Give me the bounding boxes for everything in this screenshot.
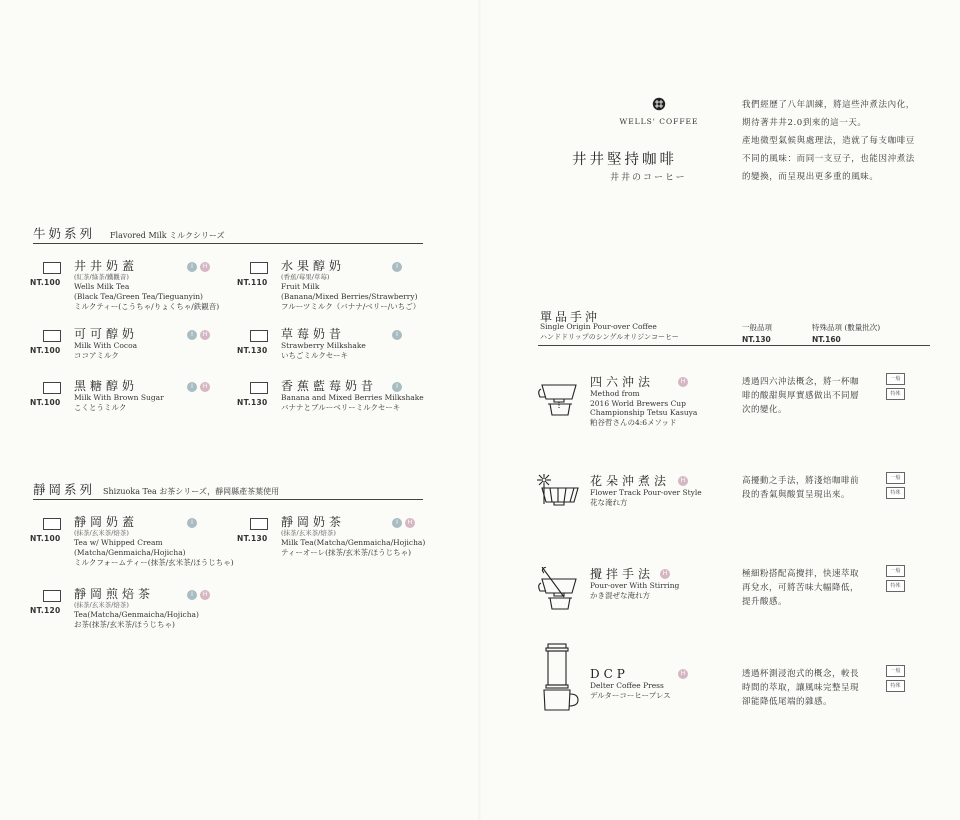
iced-badge: I [187,590,197,600]
description-line: 再兌水，可將苦味大幅降低， [742,583,860,593]
item-price: NT.130 [237,346,268,355]
item-japanese-name: バナナとブルーベリーミルクセーキ [281,403,401,412]
description-line: 卻能降低尾端的雜感。 [742,697,833,707]
order-checkbox[interactable] [43,382,61,394]
intro-line: 的變換，而呈現出更多重的風味。 [742,172,879,182]
description-line: 段的香氣與酸質呈現出來。 [742,490,851,500]
item-options: (抹茶/玄米茶/焙茶) [74,601,129,609]
intro-line: 產地微型氣候與處理法，造就了每支咖啡豆 [742,136,915,146]
description-line: 透過杯測浸泡式的概念，較長 [742,669,860,679]
order-checkbox[interactable] [250,262,268,274]
hot-badge: H [678,476,688,486]
hot-badge: H [200,590,210,600]
pourover-title-english: Single Origin Pour-over Coffee [540,322,657,331]
item-english-name: Strawberry Milkshake [281,341,366,350]
milk-section-subtitle: Flavored Milk ミルクシリーズ [110,231,225,240]
description-line: 啡的酸甜與厚實感做出不同層 [742,391,860,401]
right-page [480,0,960,820]
method-english: Method from [590,389,640,398]
method-description [742,667,892,709]
description-line: 時間的萃取，讓風味完整呈現 [742,683,860,693]
hot-badge: H [200,262,210,272]
description-line: 高擾動之手法，將淺焙咖啡前 [742,476,860,486]
regular-checkbox[interactable]: 一般 [886,565,905,577]
item-name: 靜岡奶茶 [281,515,346,529]
item-options: (紅茶/綠茶/鐵觀音) [74,273,129,281]
hot-badge: H [678,377,688,387]
special-checkbox[interactable]: 特殊 [886,680,905,692]
iced-badge: I [187,382,197,392]
hot-badge: H [678,669,688,679]
item-english-name: Milk With Brown Sugar [74,393,164,402]
description-line: 極細粉搭配高攪拌，快速萃取 [742,569,860,579]
item-name: 可可醇奶 [74,327,139,341]
method-japanese: かき混ぜな淹れ方 [590,590,650,600]
method-name: 四六沖法 [590,375,655,389]
page-subtitle: 井井のコーヒー [610,173,687,183]
method-name: 花朵沖煮法 [590,474,671,488]
page-title: 井井堅持咖啡 [572,152,677,168]
iced-badge: I [187,518,197,528]
intro-line: 我們經歷了八年訓練，將這些沖煮法內化， [742,100,915,110]
item-name: 井井奶蓋 [74,259,139,273]
regular-checkbox[interactable]: 一般 [886,472,905,484]
shizuoka-section-title: 靜岡系列 [33,482,96,497]
milk-section-title: 牛奶系列 [33,226,96,241]
press-icon [536,642,582,714]
special-price-column [812,322,880,344]
item-price: NT.100 [30,278,61,287]
method-description [742,375,892,417]
item-price: NT.130 [237,534,268,543]
regular-checkbox[interactable]: 一般 [886,373,905,385]
item-english-name: Tea(Matcha/Genmaicha/Hojicha) [74,610,199,619]
method-japanese: 粕谷哲さんの4:6メソッド [590,417,677,427]
order-checkbox[interactable] [250,518,268,530]
intro-line: 期待著井井2.0到來的這一天。 [742,118,867,128]
brand-name: WELLS' COFFEE [619,117,699,126]
special-checkbox[interactable]: 特殊 [886,487,905,499]
iced-badge: I [392,330,402,340]
special-checkbox[interactable]: 特殊 [886,388,905,400]
order-checkbox[interactable] [43,518,61,530]
item-japanese-name: お茶(抹茶/玄米茶/ほうじちゃ) [74,620,175,629]
hot-badge: H [405,518,415,528]
intro-line: 不同的風味：而同一支豆子，也能因沖煮法 [742,154,915,164]
item-english-name: Banana and Mixed Berries Milkshake [281,393,424,402]
item-name: 水果醇奶 [281,259,346,273]
item-english-name: Milk With Cocoa [74,341,138,350]
item-english-name: Tea w/ Whipped Cream [74,538,163,547]
item-japanese-name: フルーツミルク（バナナ/ベリー/いちご） [281,302,421,311]
item-name: 香蕉藍莓奶昔 [281,379,378,393]
item-english-name: Wells Milk Tea [74,282,130,291]
item-japanese-name: ミルクティー(こうちゃ/りょくちゃ/鉄観音) [74,302,220,311]
item-japanese-name: ココアミルク [74,351,119,360]
item-options: (香蕉/莓果/草莓) [281,273,330,281]
iced-badge: I [187,330,197,340]
method-japanese: デルターコーヒープレス [590,690,671,700]
brand-block [618,97,700,126]
item-price: NT.100 [30,534,61,543]
shizuoka-section-subtitle: Shizuoka Tea お茶シリーズ，靜岡縣產茶葉使用 [103,487,280,496]
item-japanese-name: ティーオーレ(抹茶/玄米茶/ほうじちゃ) [281,548,412,557]
special-checkbox[interactable]: 特殊 [886,580,905,592]
regular-price: NT.130 [742,335,771,344]
item-price: NT.100 [30,346,61,355]
description-line: 次的變化。 [742,405,788,415]
iced-badge: I [187,262,197,272]
regular-price-column [742,322,772,344]
method-english: Pour-over With Stirring [590,581,680,590]
method-english: 2016 World Brewers Cup [590,398,686,408]
iced-badge: I [392,262,402,272]
pourover-divider [538,345,930,346]
item-options: (抹茶/玄米茶/焙茶) [74,529,129,537]
iced-badge: I [392,382,402,392]
order-checkbox[interactable] [43,330,61,342]
dripper-icon [536,375,582,425]
pourover-title: 單品手沖 [540,310,601,324]
order-checkbox[interactable] [250,382,268,394]
description-line: 透過四六沖法概念，將一杯咖 [742,377,860,387]
item-japanese-name: いちごミルクセーキ [281,351,349,360]
item-name: 黑糖醇奶 [74,379,139,393]
item-english-options: (Matcha/Genmaicha/Hojicha) [74,548,186,557]
description-line: 提升酸感。 [742,597,788,607]
item-english-options: (Banana/Mixed Berries/Strawberry) [281,292,418,301]
item-name: 草莓奶昔 [281,327,346,341]
method-name: 攪拌手法 [590,567,655,581]
special-price: NT.160 [812,335,841,344]
special-label: 特殊品項 (數量批次) [812,323,881,332]
order-checkbox[interactable] [250,330,268,342]
hot-badge: H [200,330,210,340]
item-options: (抹茶/玄米茶/焙茶) [281,529,336,537]
method-description [742,567,892,609]
pourover-title-japanese: ハンドドリップのシングルオリジンコーヒー [540,333,679,341]
method-japanese: 花な淹れ方 [590,497,628,507]
method-description [742,474,892,502]
flower-dripper-icon [536,474,582,524]
item-price: NT.130 [237,398,268,407]
regular-label: 一般品項 [742,323,772,332]
shizuoka-section-header [33,482,423,500]
method-english: Championship Tetsu Kasuya [590,408,698,417]
stirring-dripper-icon [536,567,582,617]
item-japanese-name: こくとうミルク [74,403,127,412]
item-english-options: (Black Tea/Green Tea/Tieguanyin) [74,292,203,301]
hot-badge: H [200,382,210,392]
regular-checkbox[interactable]: 一般 [886,665,905,677]
method-english: Delter Coffee Press [590,681,664,690]
item-english-name: Fruit Milk [281,282,320,291]
intro-text [742,96,942,186]
milk-section-header [33,226,423,244]
method-name: DCP [590,667,629,681]
iced-badge: I [392,518,402,528]
order-checkbox[interactable] [43,262,61,274]
method-english: Flower Track Pour-over Style [590,488,702,497]
item-english-name: Milk Tea(Matcha/Genmaicha/Hojicha) [281,538,426,547]
hot-badge: H [660,569,670,579]
order-checkbox[interactable] [43,590,61,602]
item-japanese-name: ミルクフォームティー(抹茶/玄米茶/ほうじちゃ) [74,558,234,567]
item-name: 靜岡奶蓋 [74,515,139,529]
item-price: NT.120 [30,606,61,615]
item-name: 靜岡煎焙茶 [74,587,155,601]
item-price: NT.100 [30,398,61,407]
wells-logo-icon [652,97,666,111]
item-price: NT.110 [237,278,268,287]
